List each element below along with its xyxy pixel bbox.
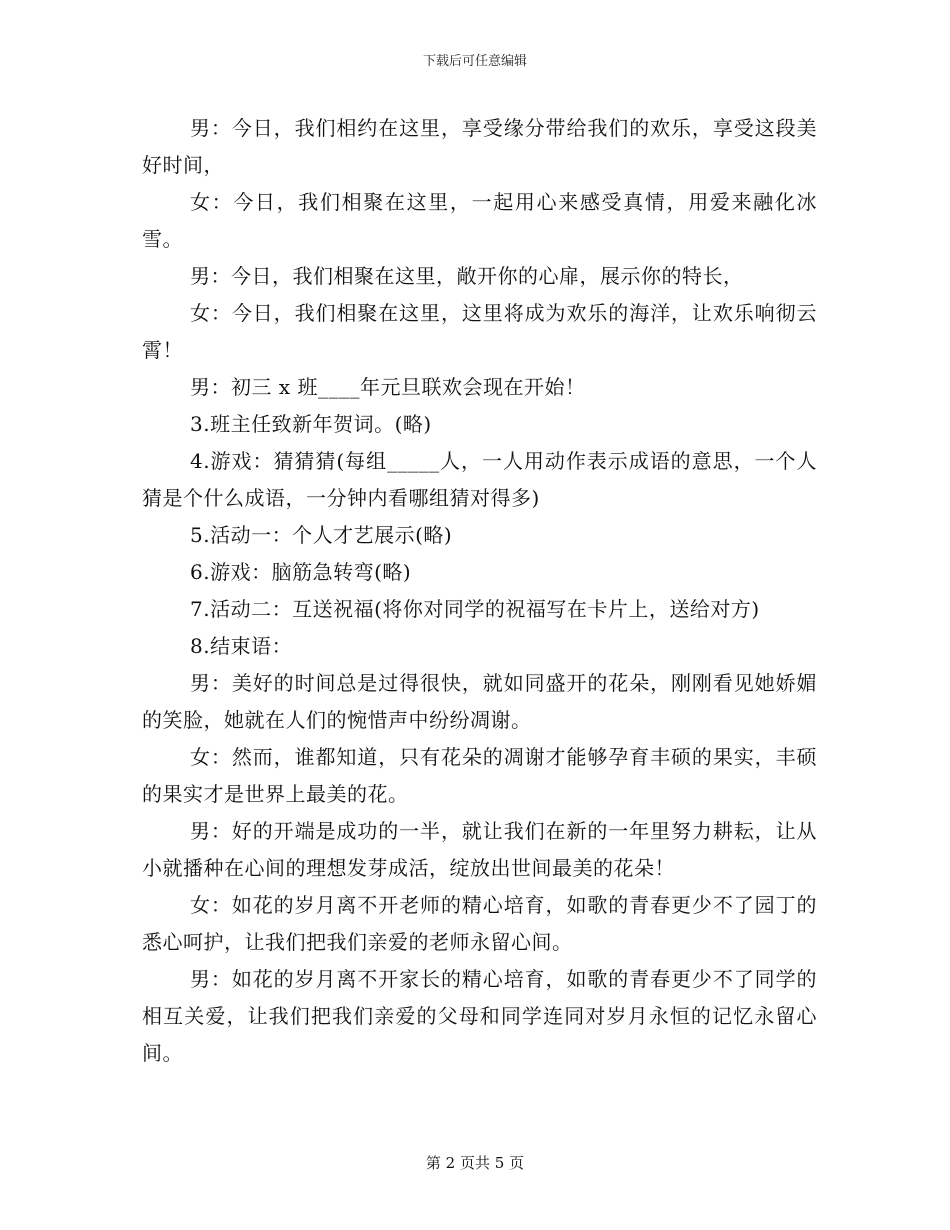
agenda-item: 4.游戏：猜猜猜(每组_____人，一人用动作表示成语的意思，一个人猜是个什么成语，一分钟内看哪组猜对得多) bbox=[142, 449, 817, 510]
paragraph: 男：今日，我们相约在这里，享受缘分带给我们的欢乐，享受这段美好时间， bbox=[142, 116, 817, 177]
paragraph: 女：然而，谁都知道，只有花朵的凋谢才能够孕育丰硕的果实，丰硕的果实才是世界上最美的花。 bbox=[142, 745, 817, 806]
agenda-item: 5.活动一：个人才艺展示(略) bbox=[190, 523, 453, 547]
paragraph: 女：如花的岁月离不开老师的精心培育，如歌的青春更少不了园丁的悉心呵护，让我们把我们亲爱的老师永留心间。 bbox=[142, 893, 817, 954]
paragraph: 男：如花的岁月离不开家长的精心培育，如歌的青春更少不了同学的相互关爱，让我们把我们亲爱的父母和同学连同对岁月永恒的记忆永留心间。 bbox=[142, 967, 817, 1065]
agenda-item: 8.结束语： bbox=[190, 634, 293, 658]
agenda-item: 6.游戏：脑筋急转弯(略) bbox=[190, 560, 412, 584]
page-header: 下载后可任意编辑 bbox=[422, 54, 527, 69]
paragraph: 女：今日，我们相聚在这里，一起用心来感受真情，用爱来融化冰雪。 bbox=[142, 190, 817, 251]
paragraph: 男：初三 x 班____年元旦联欢会现在开始！ bbox=[190, 375, 586, 399]
paragraph: 男：美好的时间总是过得很快，就如同盛开的花朵，刚刚看见她娇媚的笑脸，她就在人们的惋惜声中纷纷凋谢。 bbox=[142, 671, 817, 732]
paragraph: 男：好的开端是成功的一半，就让我们在新的一年里努力耕耘，让从小就播种在心间的理想发芽成活，绽放出世间最美的花朵！ bbox=[142, 819, 817, 880]
paragraph: 男：今日，我们相聚在这里，敞开你的心扉，展示你的特长， bbox=[190, 264, 744, 288]
document-body bbox=[142, 110, 817, 1072]
agenda-item: 3.班主任致新年贺词。(略) bbox=[190, 412, 432, 436]
page-footer: 第 2 页共 5 页 bbox=[425, 1154, 525, 1172]
paragraph: 女：今日，我们相聚在这里，这里将成为欢乐的海洋，让欢乐响彻云霄！ bbox=[142, 301, 817, 362]
agenda-item: 7.活动二：互送祝福(将你对同学的祝福写在卡片上，送给对方) bbox=[190, 597, 760, 621]
